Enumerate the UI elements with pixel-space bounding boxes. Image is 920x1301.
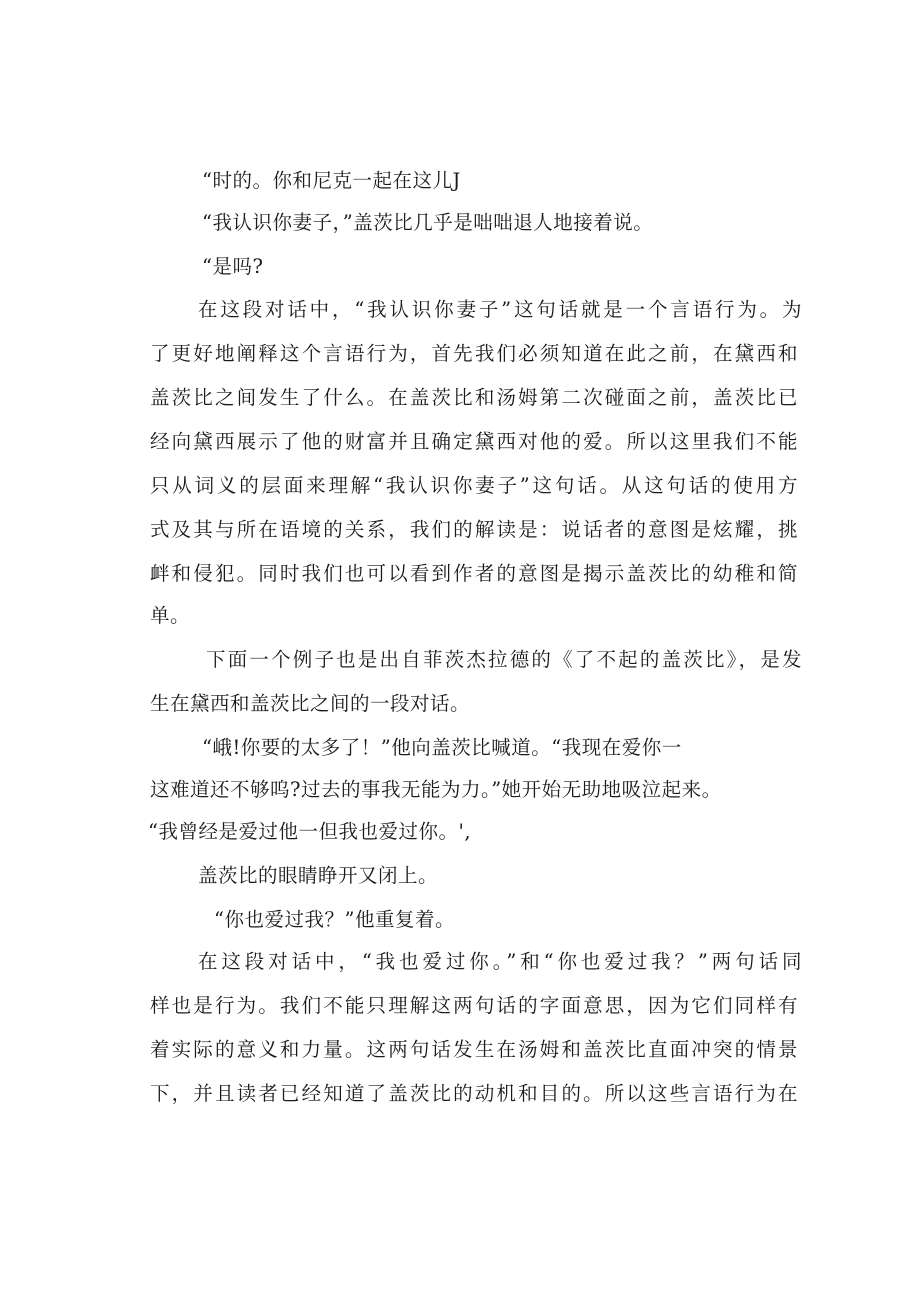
paragraph-line: 样也是行为。我们不能只理解这两句话的字面意思，因为它们同样有 bbox=[150, 994, 798, 1017]
paragraph-line: 在这段对话中，“我认识你妻子”这句话就是一个言语行为。为 bbox=[198, 298, 802, 321]
paragraph-line: 下，并且读者已经知道了盖茨比的动机和目的。所以这些言语行为在 bbox=[150, 1082, 798, 1105]
paragraph-line: 盖茨比之间发生了什么。在盖茨比和汤姆第二次碰面之前，盖茨比已 bbox=[150, 386, 798, 409]
paragraph-line: 式及其与所在语境的关系，我们的解读是：说话者的意图是炫耀，挑 bbox=[150, 518, 798, 541]
dialogue-line: “是吗? bbox=[202, 255, 264, 278]
paragraph-line: 生在黛西和盖茨比之间的一段对话。 bbox=[150, 692, 471, 715]
paragraph-line: 单。 bbox=[150, 604, 191, 627]
dialogue-line: 盖茨比的眼睛睁开又闭上。 bbox=[198, 864, 439, 887]
paragraph-line: 下面一个例子也是出自菲茨杰拉德的《了不起的盖茨比》，是发 bbox=[206, 648, 802, 671]
paragraph-line: 着实际的意义和力量。这两句话发生在汤姆和盖茨比直面冲突的情景 bbox=[150, 1038, 798, 1061]
dialogue-line: “时的。你和尼克一起在这儿J bbox=[202, 169, 461, 192]
paragraph-line: 只从词义的层面来理解“我认识你妻子”这句话。从这句话的使用方 bbox=[150, 474, 798, 497]
dialogue-line: “你也爱过我？”他重复着。 bbox=[214, 908, 455, 931]
dialogue-line: “我认识你妻子，”盖茨比几乎是咄咄退人地接着说。 bbox=[202, 211, 654, 234]
paragraph-line: 了更好地阐释这个言语行为，首先我们必须知道在此之前，在黛西和 bbox=[150, 342, 798, 365]
dialogue-line: “我曾经是爱过他一但我也爱过你。', bbox=[148, 820, 472, 843]
paragraph-line: 在这段对话中，“我也爱过你。”和“你也爱过我？”两句话同 bbox=[198, 950, 802, 973]
paragraph-line: 经向黛西展示了他的财富并且确定黛西对他的爱。所以这里我们不能 bbox=[150, 430, 798, 453]
dialogue-line: 这难道还不够呜?过去的事我无能为力。”她开始无助地吸泣起来。 bbox=[150, 778, 722, 801]
paragraph-line: 衅和侵犯。同时我们也可以看到作者的意图是揭示盖茨比的幼稚和简 bbox=[150, 562, 798, 585]
dialogue-line: “峨!你要的太多了！”他向盖茨比喊道。“我现在爱你一 bbox=[202, 736, 682, 759]
